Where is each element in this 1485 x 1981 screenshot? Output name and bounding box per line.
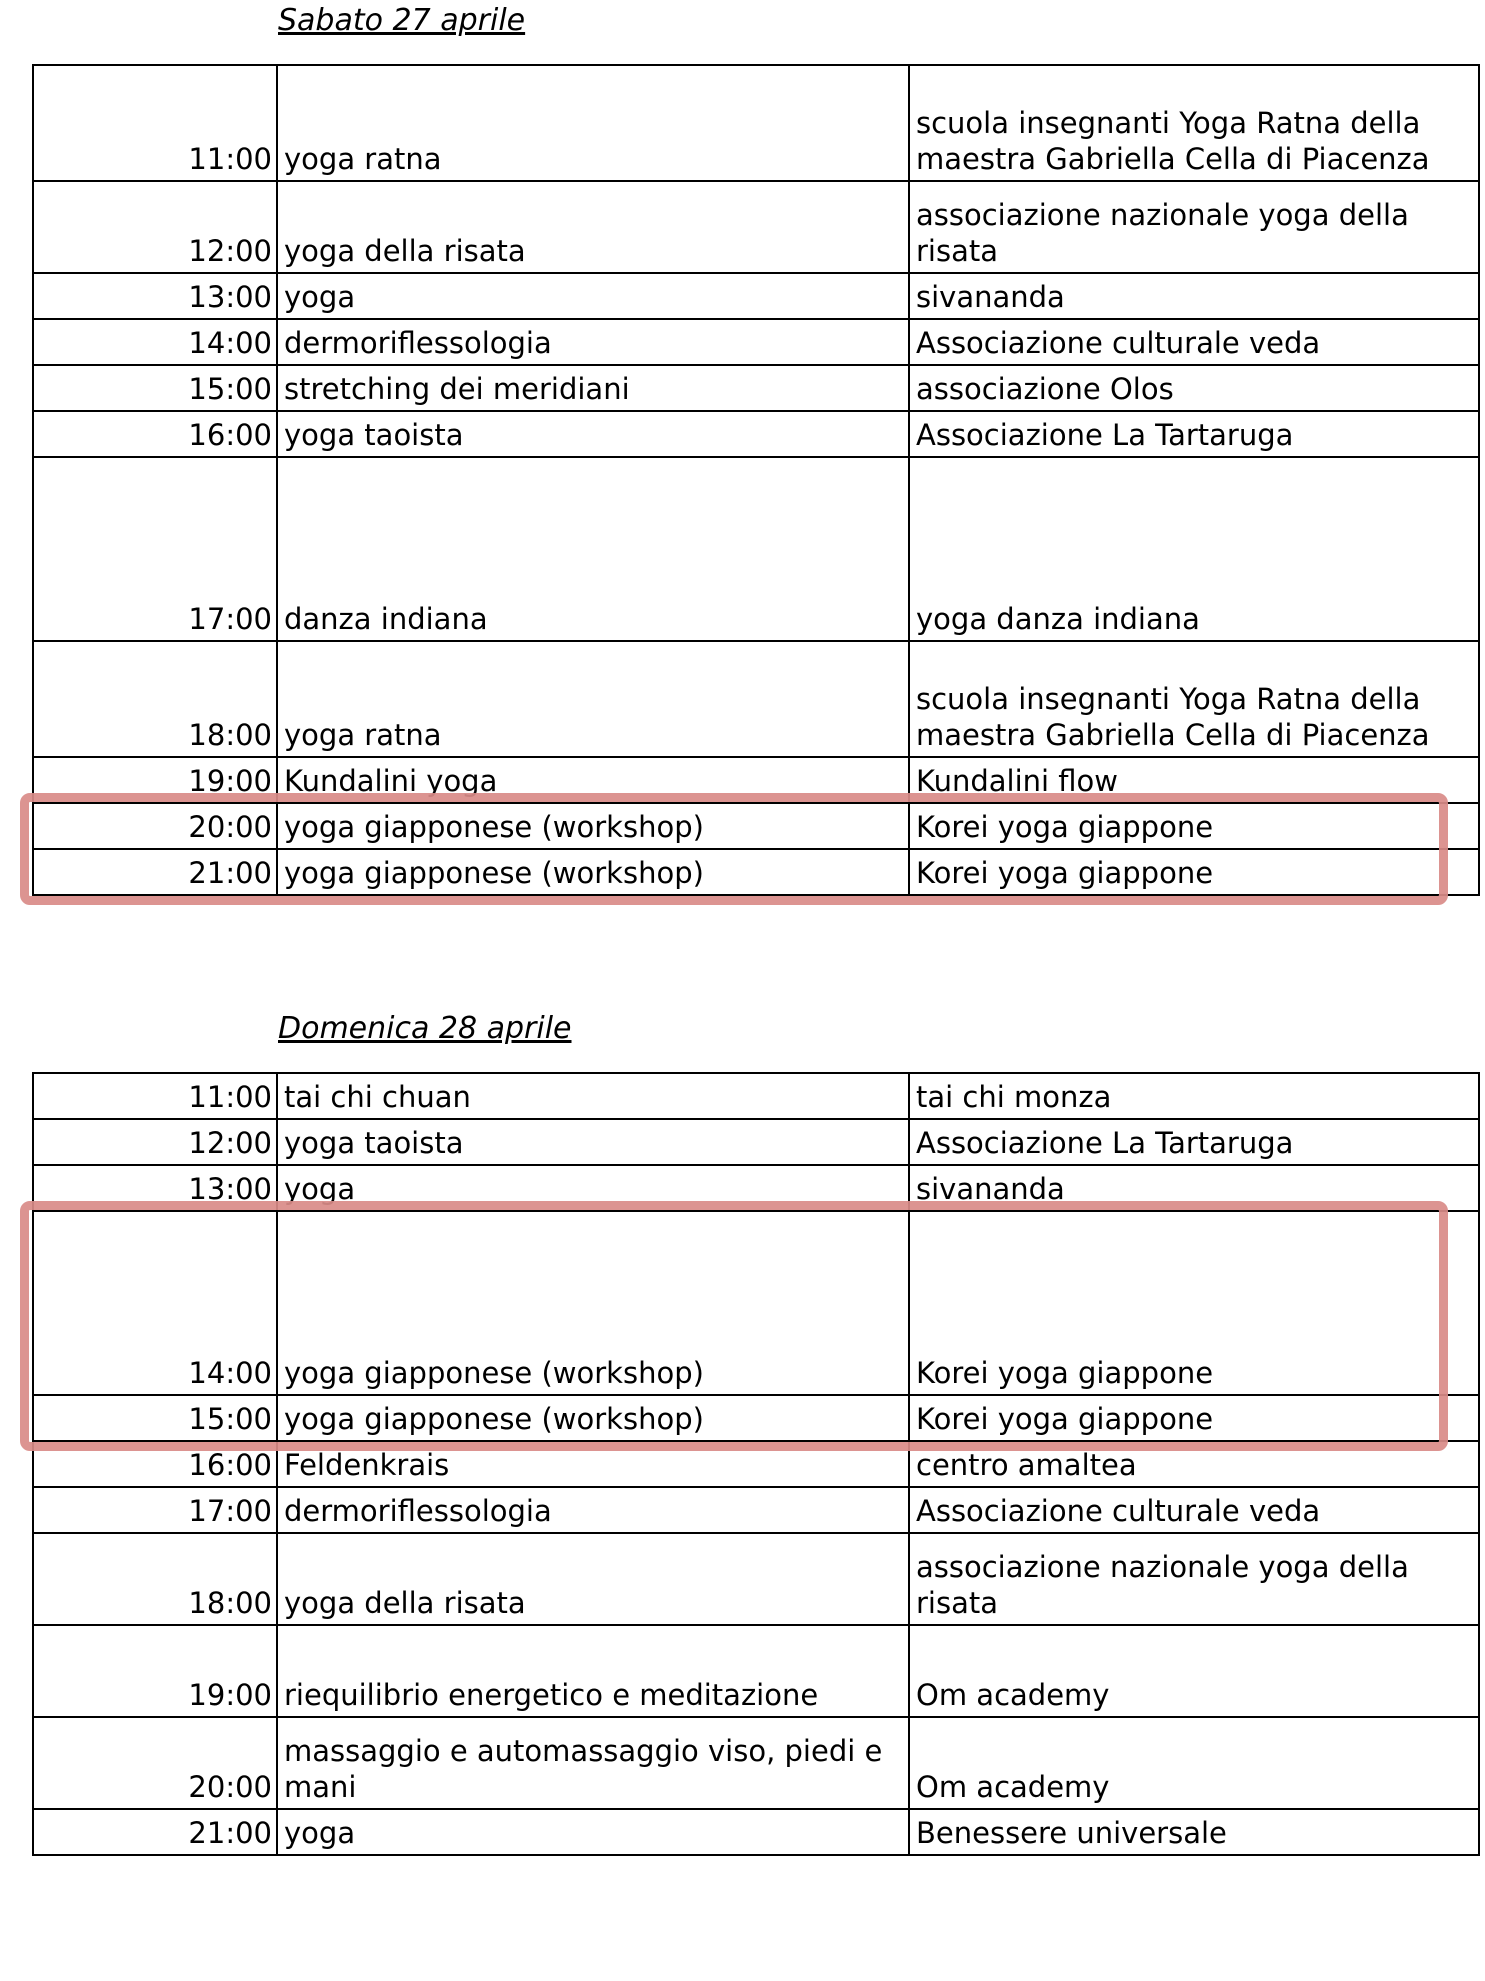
cell-activity: riequilibrio energetico e meditazione (277, 1625, 909, 1717)
cell-organization: Om academy (909, 1717, 1479, 1809)
cell-organization: Associazione La Tartaruga (909, 1119, 1479, 1165)
schedule-body-saturday (33, 65, 1479, 895)
cell-activity: yoga della risata (277, 1533, 909, 1625)
day-block-saturday (0, 0, 1485, 896)
cell-time: 12:00 (33, 181, 277, 273)
cell-time: 14:00 (33, 1211, 277, 1395)
day-block-sunday (0, 1011, 1485, 1856)
cell-time: 17:00 (33, 1487, 277, 1533)
cell-organization: associazione Olos (909, 365, 1479, 411)
cell-time: 16:00 (33, 1441, 277, 1487)
cell-organization: Om academy (909, 1625, 1479, 1717)
cell-organization: tai chi monza (909, 1073, 1479, 1119)
cell-activity: yoga giapponese (workshop) (277, 1211, 909, 1395)
cell-organization: associazione nazionale yoga della risata (909, 181, 1479, 273)
table-row (33, 803, 1479, 849)
table-row (33, 1165, 1479, 1211)
cell-activity: massaggio e automassaggio viso, piedi e mani (277, 1717, 909, 1809)
schedule-table-sunday (32, 1072, 1480, 1856)
cell-time: 21:00 (33, 1809, 277, 1855)
cell-activity: Kundalini yoga (277, 757, 909, 803)
cell-activity: yoga ratna (277, 641, 909, 757)
cell-activity: yoga della risata (277, 181, 909, 273)
cell-time: 21:00 (33, 849, 277, 895)
table-row (33, 65, 1479, 181)
table-row (33, 457, 1479, 641)
cell-time: 20:00 (33, 803, 277, 849)
cell-activity: yoga taoista (277, 411, 909, 457)
cell-activity: yoga giapponese (workshop) (277, 849, 909, 895)
cell-activity: yoga (277, 273, 909, 319)
section-spacer (0, 896, 1485, 1014)
cell-organization: scuola insegnanti Yoga Ratna della maestra Gabriella Cella di Piacenza (909, 641, 1479, 757)
cell-activity: yoga giapponese (workshop) (277, 1395, 909, 1441)
cell-organization: associazione nazionale yoga della risata (909, 1533, 1479, 1625)
cell-activity: stretching dei meridiani (277, 365, 909, 411)
cell-time: 11:00 (33, 1073, 277, 1119)
schedule-body-sunday (33, 1073, 1479, 1855)
cell-organization: centro amaltea (909, 1441, 1479, 1487)
cell-time: 19:00 (33, 1625, 277, 1717)
table-row (33, 1211, 1479, 1395)
cell-activity: tai chi chuan (277, 1073, 909, 1119)
cell-activity: yoga (277, 1809, 909, 1855)
cell-organization: Associazione culturale veda (909, 319, 1479, 365)
cell-time: 19:00 (33, 757, 277, 803)
table-row (33, 1487, 1479, 1533)
cell-activity: yoga ratna (277, 65, 909, 181)
cell-organization: sivananda (909, 273, 1479, 319)
cell-activity: yoga (277, 1165, 909, 1211)
table-row (33, 181, 1479, 273)
cell-activity: yoga giapponese (workshop) (277, 803, 909, 849)
cell-organization: Kundalini flow (909, 757, 1479, 803)
cell-time: 16:00 (33, 411, 277, 457)
day-title-saturday: Sabato 27 aprile (278, 3, 526, 38)
cell-organization: scuola insegnanti Yoga Ratna della maestra Gabriella Cella di Piacenza (909, 65, 1479, 181)
table-row (33, 1533, 1479, 1625)
cell-time: 11:00 (33, 65, 277, 181)
table-row (33, 1395, 1479, 1441)
cell-time: 18:00 (33, 1533, 277, 1625)
cell-organization: Korei yoga giappone (909, 1211, 1479, 1395)
cell-organization: Associazione culturale veda (909, 1487, 1479, 1533)
cell-activity: danza indiana (277, 457, 909, 641)
cell-activity: dermoriflessologia (277, 319, 909, 365)
table-row (33, 1809, 1479, 1855)
cell-activity: dermoriflessologia (277, 1487, 909, 1533)
cell-time: 15:00 (33, 365, 277, 411)
cell-organization: yoga danza indiana (909, 457, 1479, 641)
cell-organization: Benessere universale (909, 1809, 1479, 1855)
table-row (33, 849, 1479, 895)
table-row (33, 757, 1479, 803)
cell-time: 18:00 (33, 641, 277, 757)
cell-activity: Feldenkrais (277, 1441, 909, 1487)
table-row (33, 1717, 1479, 1809)
table-row (33, 1441, 1479, 1487)
cell-organization: Associazione La Tartaruga (909, 411, 1479, 457)
cell-activity: yoga taoista (277, 1119, 909, 1165)
table-row (33, 411, 1479, 457)
cell-time: 13:00 (33, 1165, 277, 1211)
cell-organization: sivananda (909, 1165, 1479, 1211)
cell-organization: Korei yoga giappone (909, 1395, 1479, 1441)
table-row (33, 1119, 1479, 1165)
cell-time: 14:00 (33, 319, 277, 365)
table-row (33, 1073, 1479, 1119)
cell-time: 17:00 (33, 457, 277, 641)
table-row (33, 1625, 1479, 1717)
schedule-table-saturday (32, 64, 1480, 896)
cell-organization: Korei yoga giappone (909, 849, 1479, 895)
cell-time: 20:00 (33, 1717, 277, 1809)
day-title-sunday: Domenica 28 aprile (278, 1011, 572, 1046)
table-row (33, 273, 1479, 319)
table-row (33, 641, 1479, 757)
cell-time: 15:00 (33, 1395, 277, 1441)
cell-time: 13:00 (33, 273, 277, 319)
table-row (33, 365, 1479, 411)
cell-time: 12:00 (33, 1119, 277, 1165)
table-row (33, 319, 1479, 365)
cell-organization: Korei yoga giappone (909, 803, 1479, 849)
